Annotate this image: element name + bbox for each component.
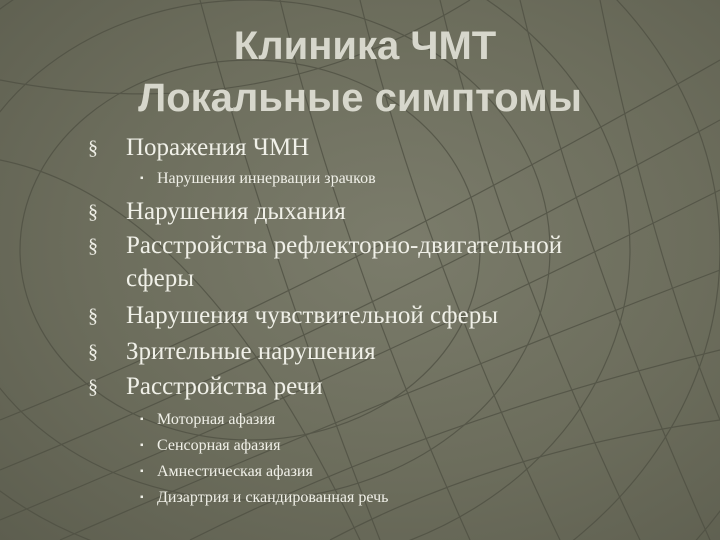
section-bullet-icon: § xyxy=(88,305,98,327)
square-bullet-icon: ▪ xyxy=(140,440,144,451)
section-bullet-icon: § xyxy=(88,376,98,398)
section-bullet-icon: § xyxy=(88,137,98,159)
sub-list-item-text: Нарушения иннервации зрачков xyxy=(157,170,376,187)
list-item-text: Расстройства рефлекторно-двигательной xyxy=(126,232,563,259)
section-bullet-icon: § xyxy=(88,235,98,257)
list-item-text: сферы xyxy=(126,265,194,292)
square-bullet-icon: ▪ xyxy=(140,466,144,477)
sub-list-item-text: Дизартрия и скандированная речь xyxy=(157,489,389,506)
section-bullet-icon: § xyxy=(88,201,98,223)
list-item-text: Расстройства речи xyxy=(126,373,323,400)
square-bullet-icon: ▪ xyxy=(140,414,144,425)
list-item-text: Нарушения дыхания xyxy=(126,198,346,225)
list-item-text: Зрительные нарушения xyxy=(126,338,376,365)
square-bullet-icon: ▪ xyxy=(140,492,144,503)
sub-list-item-text: Амнестическая афазия xyxy=(157,463,313,480)
list-item-text: Поражения ЧМН xyxy=(126,134,310,161)
sub-list-item-text: Моторная афазия xyxy=(157,411,276,428)
square-bullet-icon: ▪ xyxy=(140,173,144,184)
section-bullet-icon: § xyxy=(88,341,98,363)
slide-title-line-1: Клиника ЧМТ xyxy=(233,24,497,68)
slide-title-line-2: Локальные симптомы xyxy=(138,76,582,120)
sub-list-item-text: Сенсорная афазия xyxy=(157,437,281,454)
list-item-text: Нарушения чувствительной сферы xyxy=(126,302,499,329)
